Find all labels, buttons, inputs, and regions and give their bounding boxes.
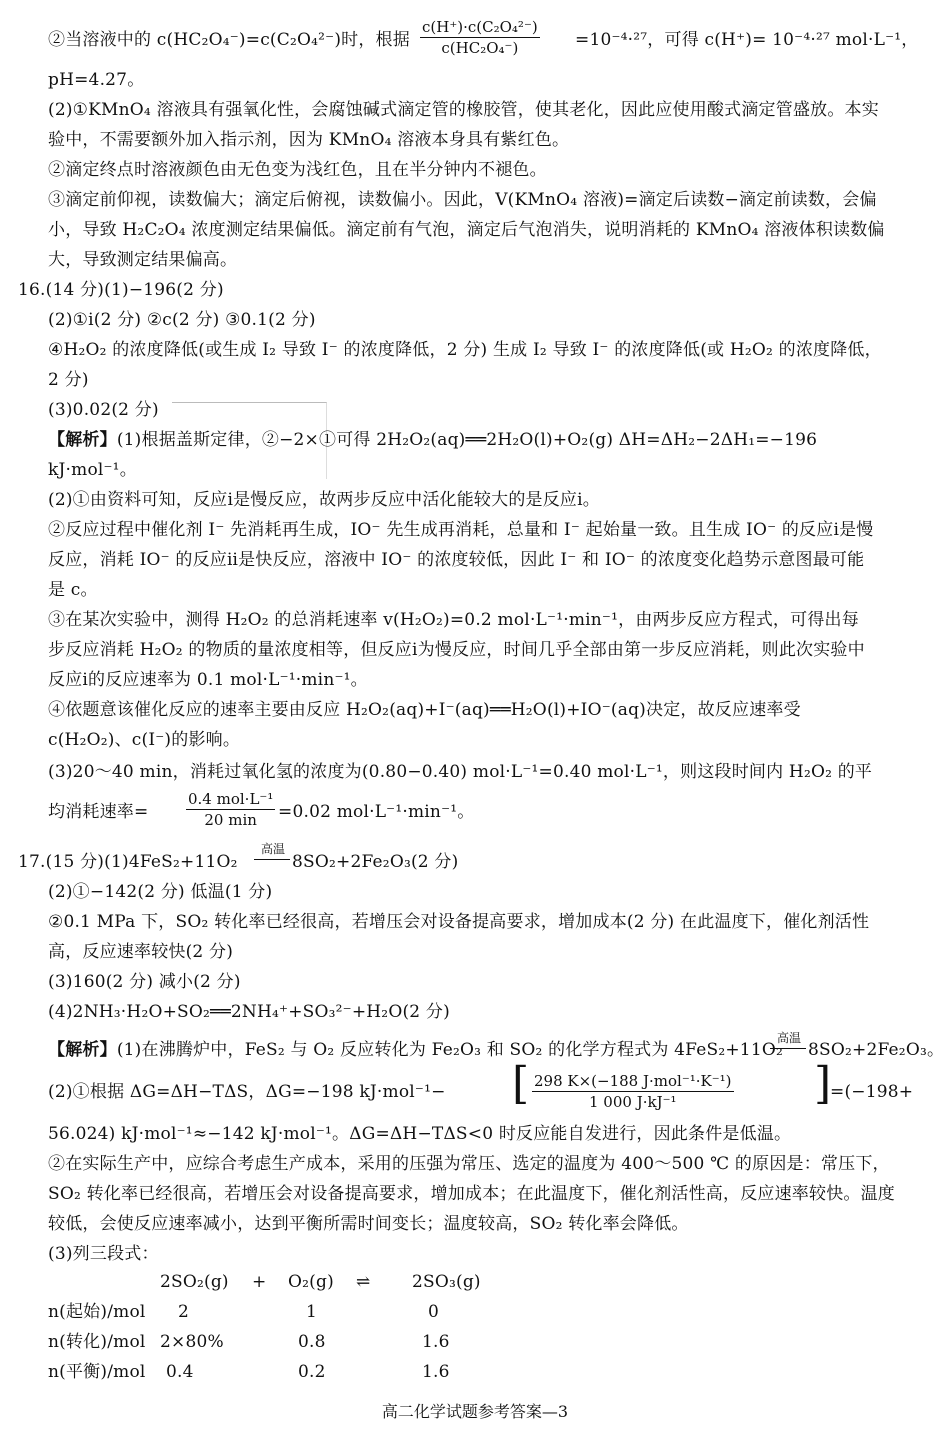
text-line: (3)0.02(2 分) (48, 400, 159, 420)
text-line: =(−198+ (830, 1082, 914, 1102)
fraction-rate (186, 790, 275, 829)
table-cell: 0 (428, 1302, 440, 1322)
text-line: ④H₂O₂ 的浓度降低(或生成 I₂ 导致 I⁻ 的浓度降低，2 分) 生成 I₂ 导致 I⁻ 的浓度降低(或 H₂O₂ 的浓度降低， (48, 340, 882, 360)
equilibrium-reaction: 2SO₂(g) (160, 1272, 229, 1292)
question-17-header: 17.(15 分)(1)4FeS₂+11O₂ (18, 852, 238, 872)
equilibrium-reaction: O₂(g) (288, 1272, 334, 1292)
bracket-right: ] (814, 1058, 832, 1109)
text-line: SO₂ 转化率已经很高，若增压会对设备提高要求，增加成本；在此温度下，催化剂活性高，反应速率较快。温度 (48, 1184, 895, 1204)
table-cell: 1.6 (422, 1362, 450, 1382)
text-line: (2)①ⅰ(2 分) ②c(2 分) ③0.1(2 分) (48, 310, 316, 330)
table-row-label: n(平衡)/mol (48, 1362, 146, 1382)
fraction-numerator: 0.4 mol·L⁻¹ (188, 790, 274, 808)
text-line: pH=4.27。 (48, 70, 145, 90)
text-line: 56.024) kJ·mol⁻¹≈−142 kJ·mol⁻¹。ΔG=ΔH−TΔS<0 时反应能自发进行，因此条件是低温。 (48, 1124, 792, 1144)
fraction-denominator: 1 000 J·kJ⁻¹ (588, 1093, 677, 1111)
text-line: ③滴定前仰视，读数偏大；滴定后俯视，读数偏小。因此，V(KMnO₄ 溶液)=滴定后读数−滴定前读数，会偏 (48, 190, 877, 210)
text-line: (2)①−142(2 分) 低温(1 分) (48, 882, 273, 902)
text-line: ②滴定终点时溶液颜色由无色变为浅红色，且在半分钟内不褪色。 (48, 160, 547, 180)
text-line: 8SO₂+2Fe₂O₃。 (808, 1040, 945, 1060)
text-line: kJ·mol⁻¹。 (48, 460, 137, 480)
text-line: ②反应过程中催化剂 I⁻ 先消耗再生成，IO⁻ 先生成再消耗，总量和 I⁻ 起始量一致。且生成 IO⁻ 的反应ⅰ是慢 (48, 520, 874, 540)
analysis-line (48, 426, 817, 454)
table-row-label: n(转化)/mol (48, 1332, 146, 1352)
fraction-denominator: 20 min (204, 811, 257, 829)
analysis-label: 【解析】 (48, 430, 117, 450)
equilibrium-arrow: ⇌ (356, 1272, 371, 1292)
text-line: (3)列三段式： (48, 1244, 159, 1264)
analysis-line (48, 1036, 783, 1064)
text-line: 高，反应速率较快(2 分) (48, 942, 234, 962)
reaction-arrow (254, 859, 290, 860)
text-line: c(H₂O₂)、c(I⁻)的影响。 (48, 730, 241, 750)
text-line: ②当溶液中的 c(HC₂O₄⁻)=c(C₂O₄²⁻)时，根据 (48, 30, 410, 50)
text-line: 较低，会使反应速率减小，达到平衡所需时间变长；温度较高，SO₂ 转化率会降低。 (48, 1214, 689, 1234)
text-line: ②0.1 MPa 下，SO₂ 转化率已经很高，若增压会对设备提高要求，增加成本(2 分) 在此温度下，催化剂活性 (48, 912, 870, 932)
text-line: (4)2NH₃·H₂O+SO₂══2NH₄⁺+SO₃²⁻+H₂O(2 分) (48, 1002, 450, 1022)
fraction-ka (420, 18, 540, 57)
text-line: 反应ⅰ的反应速率为 0.1 mol·L⁻¹·min⁻¹。 (48, 670, 368, 690)
table-row-label: n(起始)/mol (48, 1302, 146, 1322)
text-line: (3)20～40 min，消耗过氧化氢的浓度为(0.80−0.40) mol·L⁻¹=0.40 mol·L⁻¹，则这段时间内 H₂O₂ 的平 (48, 762, 873, 782)
condition-label: 高温 (260, 842, 285, 856)
text-line: 反应，消耗 IO⁻ 的反应ⅱ是快反应，溶液中 IO⁻ 的浓度较低，因此 I⁻ 和 IO⁻ 的浓度变化趋势示意图最可能 (48, 550, 865, 570)
text-line: (3)160(2 分) 减小(2 分) (48, 972, 241, 992)
fraction-denominator: c(HC₂O₄⁻) (441, 39, 519, 57)
text-line: (2)①KMnO₄ 溶液具有强氧化性，会腐蚀碱式滴定管的橡胶管，使其老化，因此应使用酸式滴定管盛放。本实 (48, 100, 879, 120)
equilibrium-reaction: 2SO₃(g) (412, 1272, 481, 1292)
analysis-text: (1)在沸腾炉中，FeS₂ 与 O₂ 反应转化为 Fe₂O₃ 和 SO₂ 的化学方程式为 4FeS₂+11O₂ (116, 1040, 783, 1060)
fraction-numerator: c(H⁺)·c(C₂O₄²⁻) (422, 18, 538, 36)
text-line: =10⁻⁴·²⁷，可得 c(H⁺)= 10⁻⁴·²⁷ mol·L⁻¹， (575, 30, 919, 50)
text-line: (2)①根据 ΔG=ΔH−TΔS，ΔG=−198 kJ·mol⁻¹− (48, 1082, 446, 1102)
text-line: ③在某次实验中，测得 H₂O₂ 的总消耗速率 v(H₂O₂)=0.2 mol·L⁻¹·min⁻¹，由两步反应方程式，可得出每 (48, 610, 859, 630)
page-footer: 高二化学试题参考答案—3 (381, 1402, 569, 1421)
text-line: 8SO₂+2Fe₂O₃(2 分) (292, 852, 459, 872)
text-line: 是 c。 (48, 580, 98, 600)
table-cell: 0.4 (166, 1362, 194, 1382)
table-cell: 1.6 (422, 1332, 450, 1352)
analysis-text: (1)根据盖斯定律，②−2×①可得 2H₂O₂(aq)══2H₂O(l)+O₂(g) ΔH=ΔH₂−2ΔH₁=−196 (116, 430, 818, 450)
text-line: 均消耗速率= (48, 802, 149, 822)
text-line: ②在实际生产中，应综合考虑生产成本，采用的压强为常压、选定的温度为 400～500 ℃ 的原因是：常压下， (48, 1154, 890, 1174)
table-cell: 2 (178, 1302, 190, 1322)
analysis-label: 【解析】 (48, 1040, 117, 1060)
bracket-left: [ (512, 1058, 530, 1109)
text-line: =0.02 mol·L⁻¹·min⁻¹。 (278, 802, 475, 822)
table-cell: 0.8 (298, 1332, 326, 1352)
text-line: 步反应消耗 H₂O₂ 的物质的量浓度相等，但反应ⅰ为慢反应，时间几乎全部由第一步反应消耗，则此次实验中 (48, 640, 865, 660)
text-line: (2)①由资料可知，反应ⅰ是慢反应，故两步反应中活化能较大的是反应ⅰ。 (48, 490, 600, 510)
text-line: 大，导致测定结果偏高。 (48, 250, 238, 270)
fraction-numerator: 298 K×(−188 J·mol⁻¹·K⁻¹) (534, 1072, 732, 1090)
text-line: ④依题意该催化反应的速率主要由反应 H₂O₂(aq)+I⁻(aq)══H₂O(l)+IO⁻(aq)决定，故反应速率受 (48, 700, 801, 720)
text-line: 2 分) (48, 370, 89, 390)
condition-label: 高温 (776, 1031, 801, 1045)
fraction-gibbs (532, 1072, 734, 1111)
equilibrium-reaction: + (252, 1272, 267, 1292)
table-cell: 0.2 (298, 1362, 326, 1382)
table-cell: 1 (306, 1302, 318, 1322)
table-cell: 2×80% (160, 1332, 224, 1352)
text-line: 验中，不需要额外加入指示剂，因为 KMnO₄ 溶液本身具有紫红色。 (48, 130, 570, 150)
question-16-header: 16.(14 分)(1)−196(2 分) (18, 280, 224, 300)
text-line: 小，导致 H₂C₂O₄ 浓度测定结果偏低。滴定前有气泡，滴定后气泡消失，说明消耗的 KMnO₄ 溶液体积读数偏 (48, 220, 885, 240)
